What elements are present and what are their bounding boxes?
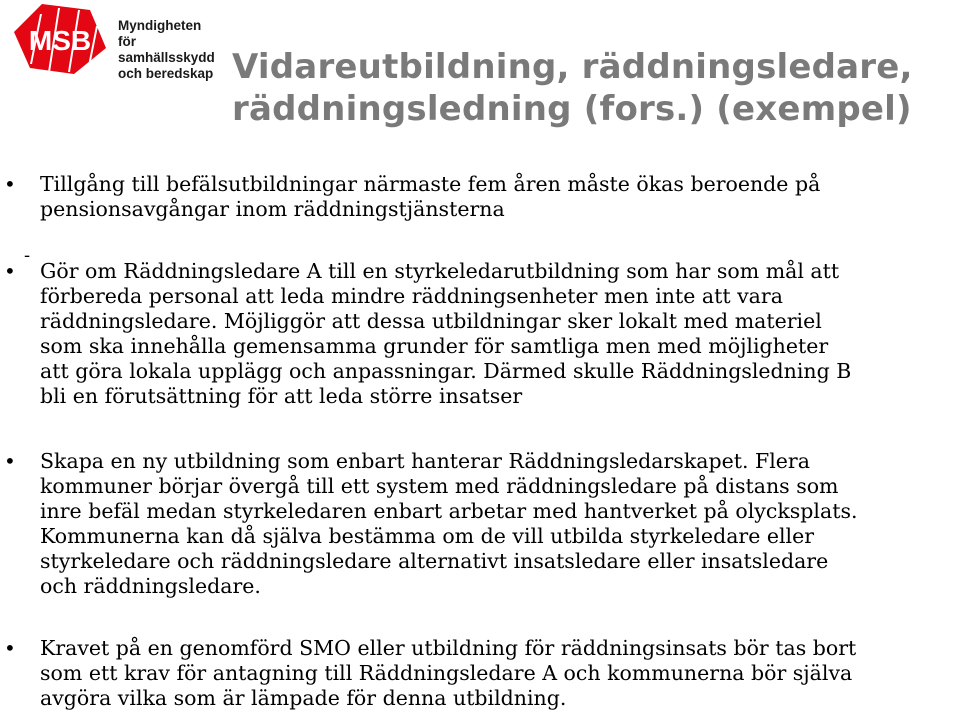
slide-title-line: Vidareutbildning, räddningsledare, xyxy=(232,47,913,87)
bullet-line: förbereda personal att leda mindre räddningsenheter men inte att vara xyxy=(40,284,783,308)
msb-logo-mark xyxy=(12,2,112,76)
slide-title xyxy=(232,46,952,130)
msb-logo-letters: MSB xyxy=(28,25,92,56)
bullet-line: räddningsledare. Möjliggör att dessa utbildningar sker lokalt med materiel xyxy=(40,309,822,333)
bullet-dot-icon: • xyxy=(4,259,16,283)
bullet-line: Gör om Räddningsledare A till en styrkeledarutbildning som har som mål att xyxy=(40,259,840,283)
bullet-line: inre befäl medan styrkeledaren enbart arbetar med hantverket på olycksplats. xyxy=(40,499,858,523)
bullet-line: som ett krav för antagning till Räddningsledare A och kommunerna bör själva xyxy=(40,661,853,685)
bullet-dot-icon: • xyxy=(4,636,16,660)
slide-title-line: räddningsledning (fors.) (exempel) xyxy=(232,89,912,129)
bullet-line: och räddningsledare. xyxy=(40,574,261,598)
bullet-line: som ska innehålla gemensamma grunder för samtliga men med möjligheter xyxy=(40,334,829,358)
organization-name-line: samhällsskydd xyxy=(118,50,215,65)
bullet-line: Kommunerna kan då själva bestämma om de vill utbilda styrkeledare eller xyxy=(40,524,815,548)
bullet-line: avgöra vilka som är lämpade för denna utbildning. xyxy=(40,686,567,710)
msb-logo xyxy=(12,2,215,81)
bullet-line: styrkeledare och räddningsledare alternativt insatsledare eller insatsledare xyxy=(40,549,829,573)
bullet-line: att göra lokala upplägg och anpassningar. Därmed skulle Räddningsledning B xyxy=(40,359,852,383)
bullet-line: bli en förutsättning för att leda större insatser xyxy=(40,384,523,408)
bullet-text xyxy=(40,259,955,409)
organization-name-line: Myndigheten för xyxy=(118,18,202,49)
bullet-text xyxy=(40,449,955,599)
bullet-text xyxy=(40,636,955,711)
bullet-dot-icon: • xyxy=(4,172,16,196)
bullet-text xyxy=(40,172,955,222)
dash-mark: - xyxy=(24,245,31,266)
organization-name-line: och beredskap xyxy=(118,66,214,81)
bullet-line: Kravet på en genomförd SMO eller utbildning för räddningsinsats bör tas bort xyxy=(40,636,857,660)
organization-name xyxy=(118,18,215,82)
bullet-dot-icon: • xyxy=(4,449,16,473)
bullet-line: Skapa en ny utbildning som enbart hanterar Räddningsledarskapet. Flera xyxy=(40,449,810,473)
bullet-line: kommuner börjar övergå till ett system med räddningsledare på distans som xyxy=(40,474,839,498)
bullet-line: Tillgång till befälsutbildningar närmaste fem åren måste ökas beroende på xyxy=(40,172,821,196)
bullet-line: pensionsavgångar inom räddningstjänsterna xyxy=(40,197,505,221)
